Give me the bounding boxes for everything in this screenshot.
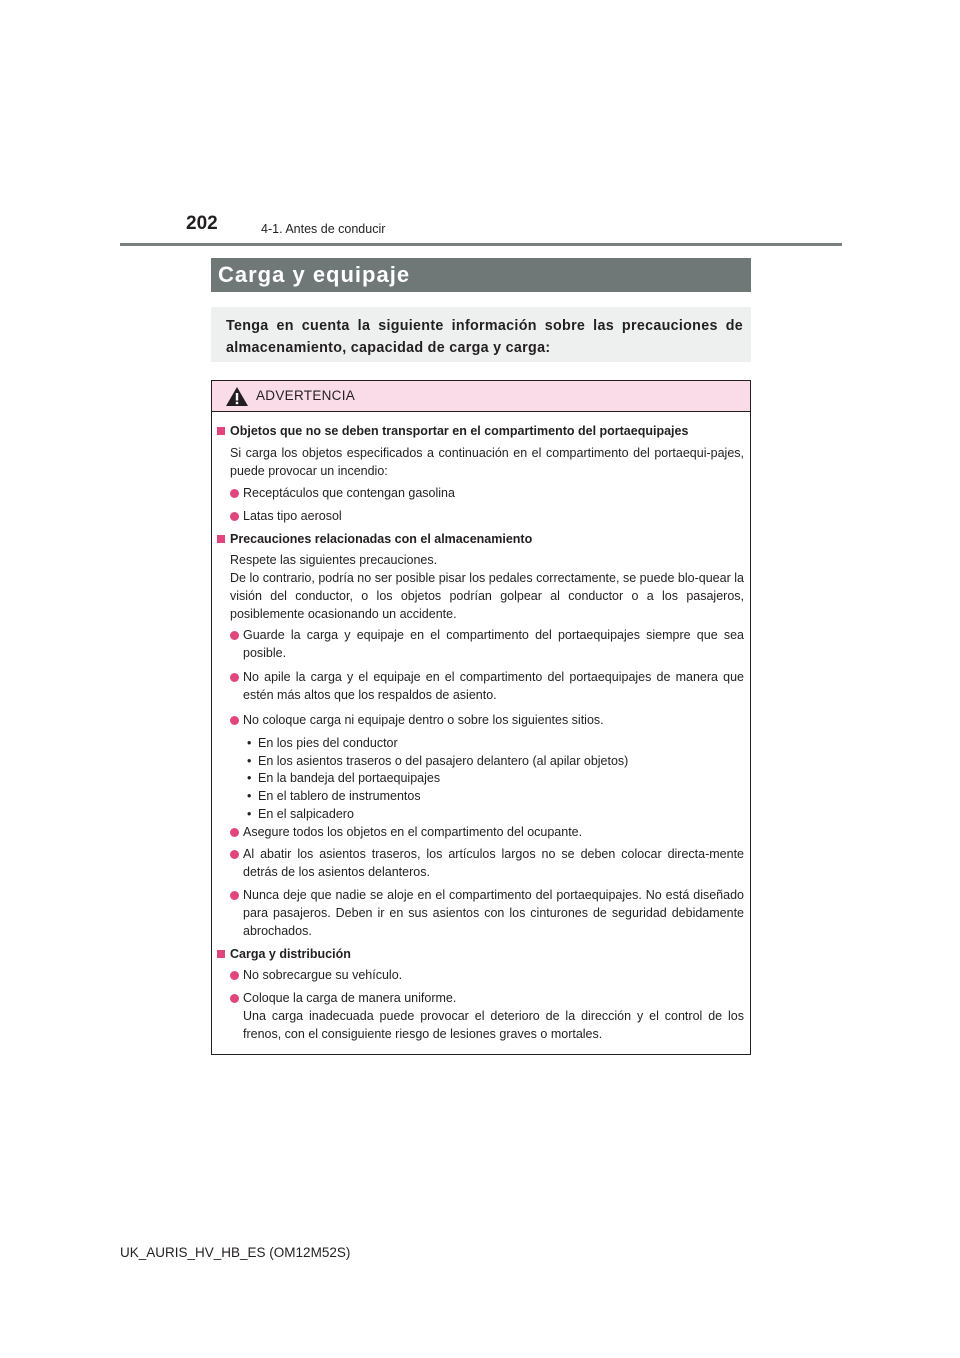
warning-title: ADVERTENCIA (256, 388, 356, 403)
section-heading: Carga y distribución (230, 947, 351, 961)
sub-item-dot: • (247, 807, 252, 821)
bullet-item: Latas tipo aerosol (243, 509, 342, 523)
bullet-item: Coloque la carga de manera uniforme. (243, 991, 457, 1005)
section-heading: Objetos que no se deben transportar en el compartimento del portaequipajes (230, 424, 689, 438)
bullet-item: No apile la carga y el equipaje en el compartimento del portaequipajes de manera que estén más altos que los respaldos de asiento. (243, 670, 744, 702)
page-title: Carga y equipaje (218, 262, 411, 287)
intro-text: Tenga en cuenta la siguiente información sobre las precauciones de almacenamiento, capacidad de carga y carga: (226, 318, 743, 356)
section-text: De lo contrario, podría no ser posible pisar los pedales correctamente, se puede blo-quear la visión del conductor, o los objetos podrían golpear al conductor o a los pasajeros, posiblemente ocasionando un accidente. (230, 571, 744, 621)
sub-item: En el tablero de instrumentos (258, 789, 421, 803)
circle-bullet-icon (230, 673, 239, 682)
sub-item: En los asientos traseros o del pasajero delantero (al apilar objetos) (258, 754, 629, 768)
intro-box (211, 307, 751, 362)
bullet-item: Asegure todos los objetos en el compartimento del ocupante. (243, 825, 583, 839)
circle-bullet-icon (230, 828, 239, 837)
bullet-item: No sobrecargue su vehículo. (243, 968, 403, 982)
circle-bullet-icon (230, 631, 239, 640)
section-label: 4-1. Antes de conducir (261, 222, 386, 236)
header-divider (120, 243, 842, 246)
square-bullet-icon (217, 535, 225, 543)
document-footer: UK_AURIS_HV_HB_ES (OM12M52S) (120, 1245, 351, 1260)
square-bullet-icon (217, 427, 225, 435)
title-bar (211, 258, 751, 292)
warning-box (211, 380, 751, 1055)
section-heading: Precauciones relacionadas con el almacenamiento (230, 532, 533, 546)
circle-bullet-icon (230, 716, 239, 725)
circle-bullet-icon (230, 512, 239, 521)
sub-item: En los pies del conductor (258, 736, 398, 750)
square-bullet-icon (217, 950, 225, 958)
circle-bullet-icon (230, 850, 239, 859)
bullet-item: Nunca deje que nadie se aloje en el compartimento del portaequipajes. No está diseñado para pasajeros. Deben ir en sus asientos con los cinturones de seguridad debidamente abrochados. (243, 888, 744, 938)
bullet-item: Guarde la carga y equipaje en el compartimento del portaequipajes siempre que sea posible. (243, 628, 744, 660)
sub-item-dot: • (247, 789, 252, 803)
bullet-text: Una carga inadecuada puede provocar el deterioro de la dirección y el control de los frenos, con el consiguiente riesgo de lesiones graves o mortales. (243, 1009, 744, 1041)
circle-bullet-icon (230, 971, 239, 980)
section-text: Si carga los objetos especificados a continuación en el compartimento del portaequi-pajes, puede provocar un incendio: (230, 446, 744, 478)
sub-item-dot: • (247, 754, 252, 768)
bullet-item: Al abatir los asientos traseros, los artículos largos no se deben colocar directa-mente detrás de los asientos delanteros. (243, 847, 744, 879)
circle-bullet-icon (230, 994, 239, 1003)
sub-item-dot: • (247, 771, 252, 785)
circle-bullet-icon (230, 489, 239, 498)
bullet-item: No coloque carga ni equipaje dentro o sobre los siguientes sitios. (243, 713, 604, 727)
circle-bullet-icon (230, 891, 239, 900)
page-number: 202 (186, 213, 218, 234)
sub-item: En la bandeja del portaequipajes (258, 771, 441, 785)
bullet-item: Receptáculos que contengan gasolina (243, 486, 455, 500)
sub-item-dot: • (247, 736, 252, 750)
sub-item: En el salpicadero (258, 807, 354, 821)
section-text: Respete las siguientes precauciones. (230, 553, 438, 567)
warning-triangle-icon (225, 386, 249, 407)
warning-header (212, 381, 750, 412)
